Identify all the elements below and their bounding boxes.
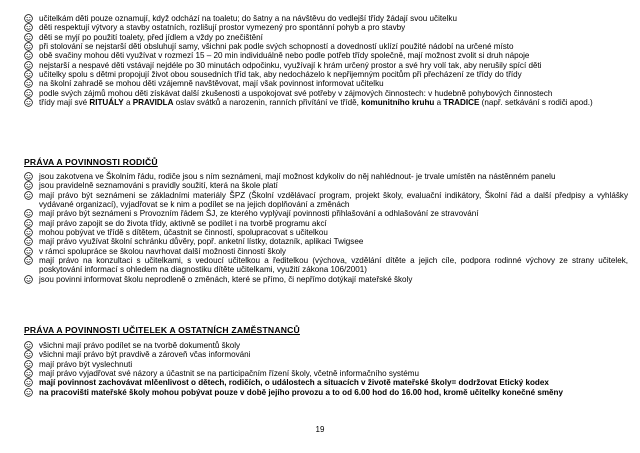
smiley-face-icon: [24, 61, 34, 70]
staff-rights-list: [24, 341, 628, 397]
smiley-face-icon: [24, 275, 34, 284]
smiley-face-icon: [24, 378, 34, 387]
list-item-text: při stolování se nejstarší děti obsluhují samy, všichni pak podle svých schopností a dovedností uklízí použité nádobí na určené místo: [39, 42, 514, 52]
list-item-text: učitelkám děti pouze oznamují, když odchází na toaletu; do šatny a na návštěvu do vedlejší třídy žádají svou učitelku: [39, 14, 457, 23]
smiley-face-icon: [24, 341, 34, 350]
list-item-text: mají právo být seznámeni se základními materiály ŠPZ (Školní vzdělávací program, projekt školy, evaluační indikátory, Školní řád a další předpisy a vyhlášky vydávané organizací), vyjadřovat se k nim a podílet se na jejich doplňování a změnách: [39, 190, 628, 210]
list-item: [24, 350, 628, 359]
list-item-text: na školní zahradě se mohou děti vzájemně navštěvovat, mají však povinnost informovat učitelku: [39, 79, 384, 89]
list-item-text: mají právo využívat školní schránku důvěry, popř. anketní lístky, dotazník, aplikaci Twigsee: [39, 237, 364, 247]
children-rules-list: [24, 14, 628, 107]
smiley-face-icon: [24, 33, 34, 42]
list-item-text: učitelky spolu s dětmi propojují život obou sousedních tříd tak, aby nedocházelo k nepřijemným pocitům při přecházení ze třídy do třídy: [39, 70, 522, 80]
list-item: [24, 98, 628, 107]
list-item: [24, 61, 628, 70]
smiley-face-icon: [24, 42, 34, 51]
parents-section-heading: PRÁVA A POVINNOSTI RODIČŮ: [24, 157, 158, 167]
list-item: [24, 70, 628, 79]
list-item-text: mohou pobývat ve třídě s dítětem, účastnit se činností, spolupracovat s učitelkou: [39, 228, 328, 238]
smiley-face-icon: [24, 70, 34, 79]
list-item-text: jsou pravidelně seznamováni s pravidly soužití, která na škole platí: [39, 181, 278, 191]
staff-section-heading: PRÁVA A POVINNOSTI UČITELEK A OSTATNÍCH ZAMĚSTNANCŮ: [24, 325, 300, 335]
smiley-face-icon: [24, 209, 34, 218]
list-item-text: v rámci spolupráce se školou navrhovat další možnosti činností školy: [39, 246, 286, 256]
list-item-text: nejstarší a nespavé děti vstávají nejdéle po 30 minutách odpočinku, využívají k hrám určený prostor a své hry volí tak, aby nerušily spící děti: [39, 60, 542, 70]
list-item: [24, 378, 628, 387]
list-item: [24, 79, 628, 88]
list-item: [24, 14, 628, 23]
list-item: [24, 228, 628, 237]
smiley-face-icon: [24, 388, 34, 397]
smiley-face-icon: [24, 369, 34, 378]
list-item-text: děti respektují výtvory a stavby ostatních, rozlišují prostor vymezený pro spontánní pohyb a pro stavby: [39, 23, 406, 33]
list-item-text: podle svých zájmů mohou děti získávat další zkušenosti a uspokojovat své potřeby v zájmových činnostech: v hudebně pohybových činnostech: [39, 88, 553, 98]
parents-rights-list: [24, 172, 628, 284]
list-item-text: mají právo vyjadřovat své názory a účastnit se na participačním řízení školy, včetně informačního systému: [39, 369, 419, 379]
smiley-face-icon: [24, 256, 34, 265]
list-item: [24, 219, 628, 228]
list-item-text: mají povinnost zachovávat mlčenlivost o dětech, rodičích, o událostech a situacích v životě mateřské školy= dodržovat Etický kodex: [39, 378, 549, 388]
list-item: [24, 388, 628, 397]
smiley-face-icon: [24, 191, 34, 200]
smiley-face-icon: [24, 172, 34, 181]
smiley-face-icon: [24, 360, 34, 369]
page-number: 19: [315, 425, 325, 434]
list-item-text: mají právo zapojit se do života třídy, aktivně se podílet i na tvorbě programu akcí: [39, 218, 327, 228]
list-item: [24, 237, 628, 246]
list-item-text: mají právo být seznámeni s Provozním řádem ŠJ, ze kterého vyplývají povinnosti přihlašování a odhlašování ze stravování: [39, 209, 479, 219]
list-item-text: mají právo být vyslechnuti: [39, 359, 133, 369]
list-item: [24, 33, 628, 42]
list-item: [24, 89, 628, 98]
smiley-face-icon: [24, 237, 34, 246]
smiley-face-icon: [24, 219, 34, 228]
list-item: [24, 181, 628, 190]
list-item: [24, 209, 628, 218]
list-item: [24, 341, 628, 350]
smiley-face-icon: [24, 89, 34, 98]
list-item-text: jsou zakotvena ve Školním řádu, rodiče jsou s ním seznámeni, mají možnost kdykoliv do něj nahlédnout- je trvale umístěn na nástěnném panelu: [39, 172, 556, 181]
smiley-face-icon: [24, 14, 34, 23]
list-item: [24, 172, 628, 181]
list-item: [24, 275, 628, 284]
smiley-face-icon: [24, 181, 34, 190]
smiley-face-icon: [24, 247, 34, 256]
list-item-text: na pracovišti mateřské školy mohou pobývat pouze v době jejího provozu a to od 6.00 hod do 16.00 hod, kromě učitelky konečné směny: [39, 387, 563, 397]
smiley-face-icon: [24, 350, 34, 359]
list-item-text: třídy mají své RITUÁLY a PRAVIDLA oslav svátků a narozenin, ranních přivítání ve třídě, komunitního kruhu a TRADICE (např. setkávání s rodiči apod.): [39, 98, 593, 108]
list-item: [24, 42, 628, 51]
smiley-face-icon: [24, 228, 34, 237]
list-item-text: všichni mají právo podílet se na tvorbě dokumentů školy: [39, 341, 241, 350]
list-item-text: mají právo na konzultaci s učitelkami, s vedoucí učitelkou a ředitelkou (výchova, vzdělání dítěte a jejich cíle, podpora rodinné výchovy ze strany učitelek, poskytování informací s ohledem na diagnostiku dítěte učitelkami, využití zákona 106/2001): [39, 256, 628, 275]
smiley-face-icon: [24, 79, 34, 88]
smiley-face-icon: [24, 98, 34, 107]
list-item-text: obě svačiny mohou děti využívat v rozmezí 15 – 20 min individuálně nebo podle potřeb třídy společně, mají možnost zvolit si druh nápoje: [39, 51, 530, 61]
list-item: [24, 191, 628, 210]
list-item: [24, 23, 628, 32]
list-item: [24, 51, 628, 60]
list-item: [24, 256, 628, 275]
list-item: [24, 360, 628, 369]
list-item-text: děti se myjí po použití toalety, před jídlem a vždy po znečištění: [39, 32, 263, 42]
list-item: [24, 247, 628, 256]
list-item-text: všichni mají právo být pravdivě a zároveň včas informováni: [39, 350, 251, 360]
list-item: [24, 369, 628, 378]
list-item-text: jsou povinni informovat školu neprodleně o změnách, které se přímo, či nepřímo dotýkají mateřské školy: [39, 274, 413, 284]
smiley-face-icon: [24, 51, 34, 60]
smiley-face-icon: [24, 23, 34, 32]
